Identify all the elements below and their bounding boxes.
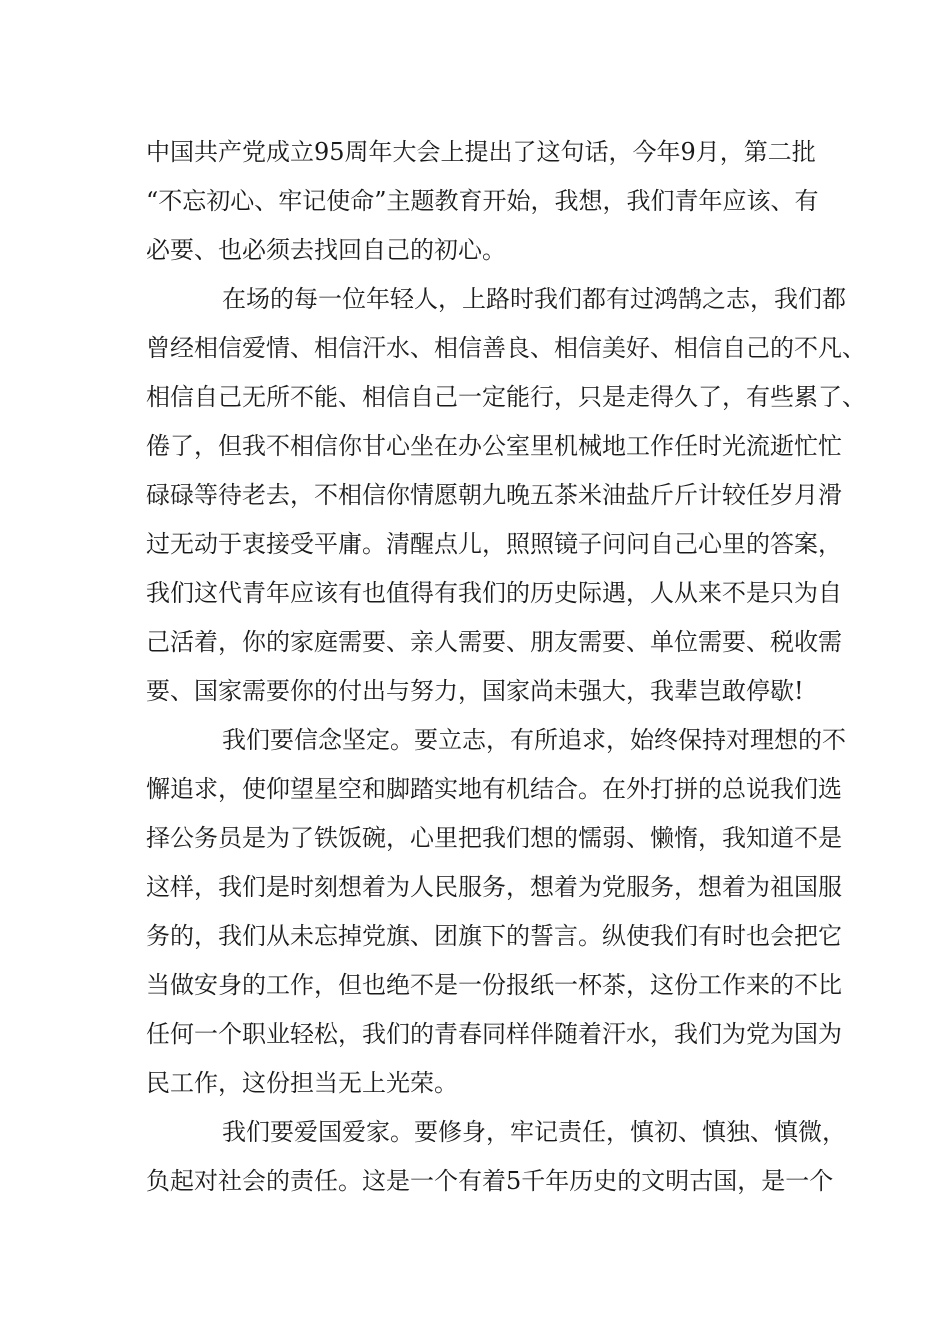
text-line-8: 碌碌等待老去，不相信你情愿朝九晚五茶米油盐斤斤计较任岁月滑 — [146, 481, 842, 509]
text-line-7: 倦了，但我不相信你甘心坐在办公室里机械地工作任时光流逝忙忙 — [146, 432, 842, 460]
text-line-14: 懈追求，使仰望星空和脚踏实地有机结合。在外打拼的总说我们选 — [146, 775, 842, 803]
text-line-10: 我们这代青年应该有也值得有我们的历史际遇，人从来不是只为自 — [146, 579, 842, 607]
text-line-1: 中国共产党成立95周年大会上提出了这句话，今年9月，第二批 — [146, 138, 816, 166]
text-line-22: 负起对社会的责任。这是一个有着5千年历史的文明古国，是一个 — [146, 1167, 834, 1195]
text-line-17: 务的，我们从未忘掉党旗、团旗下的誓言。纵使我们有时也会把它 — [146, 922, 842, 950]
text-line-16: 这样，我们是时刻想着为人民服务，想着为党服务，想着为祖国服 — [146, 873, 842, 901]
text-line-13: 我们要信念坚定。要立志，有所追求，始终保持对理想的不 — [222, 726, 846, 754]
text-line-2: “不忘初心、牢记使命”主题教育开始，我想，我们青年应该、有 — [146, 187, 819, 215]
text-line-20: 民工作，这份担当无上光荣。 — [146, 1069, 458, 1097]
text-line-5: 曾经相信爱情、相信汗水、相信善良、相信美好、相信自己的不凡、 — [146, 334, 866, 362]
text-line-18: 当做安身的工作，但也绝不是一份报纸一杯茶，这份工作来的不比 — [146, 971, 842, 999]
text-line-9: 过无动于衷接受平庸。清醒点儿，照照镜子问问自己心里的答案， — [146, 530, 842, 558]
text-line-15: 择公务员是为了铁饭碗，心里把我们想的懦弱、懒惰，我知道不是 — [146, 824, 842, 852]
text-line-12: 要、国家需要你的付出与努力，国家尚未强大，我辈岂敢停歇! — [146, 677, 804, 705]
text-line-3: 必要、也必须去找回自己的初心。 — [146, 236, 506, 264]
text-line-11: 己活着，你的家庭需要、亲人需要、朋友需要、单位需要、税收需 — [146, 628, 842, 656]
text-line-4: 在场的每一位年轻人，上路时我们都有过鸿鹄之志，我们都 — [222, 285, 846, 313]
text-line-21: 我们要爱国爱家。要修身，牢记责任，慎初、慎独、慎微， — [222, 1118, 846, 1146]
text-line-6: 相信自己无所不能、相信自己一定能行，只是走得久了，有些累了、 — [146, 383, 866, 411]
text-line-19: 任何一个职业轻松，我们的青春同样伴随着汗水，我们为党为国为 — [146, 1020, 842, 1048]
